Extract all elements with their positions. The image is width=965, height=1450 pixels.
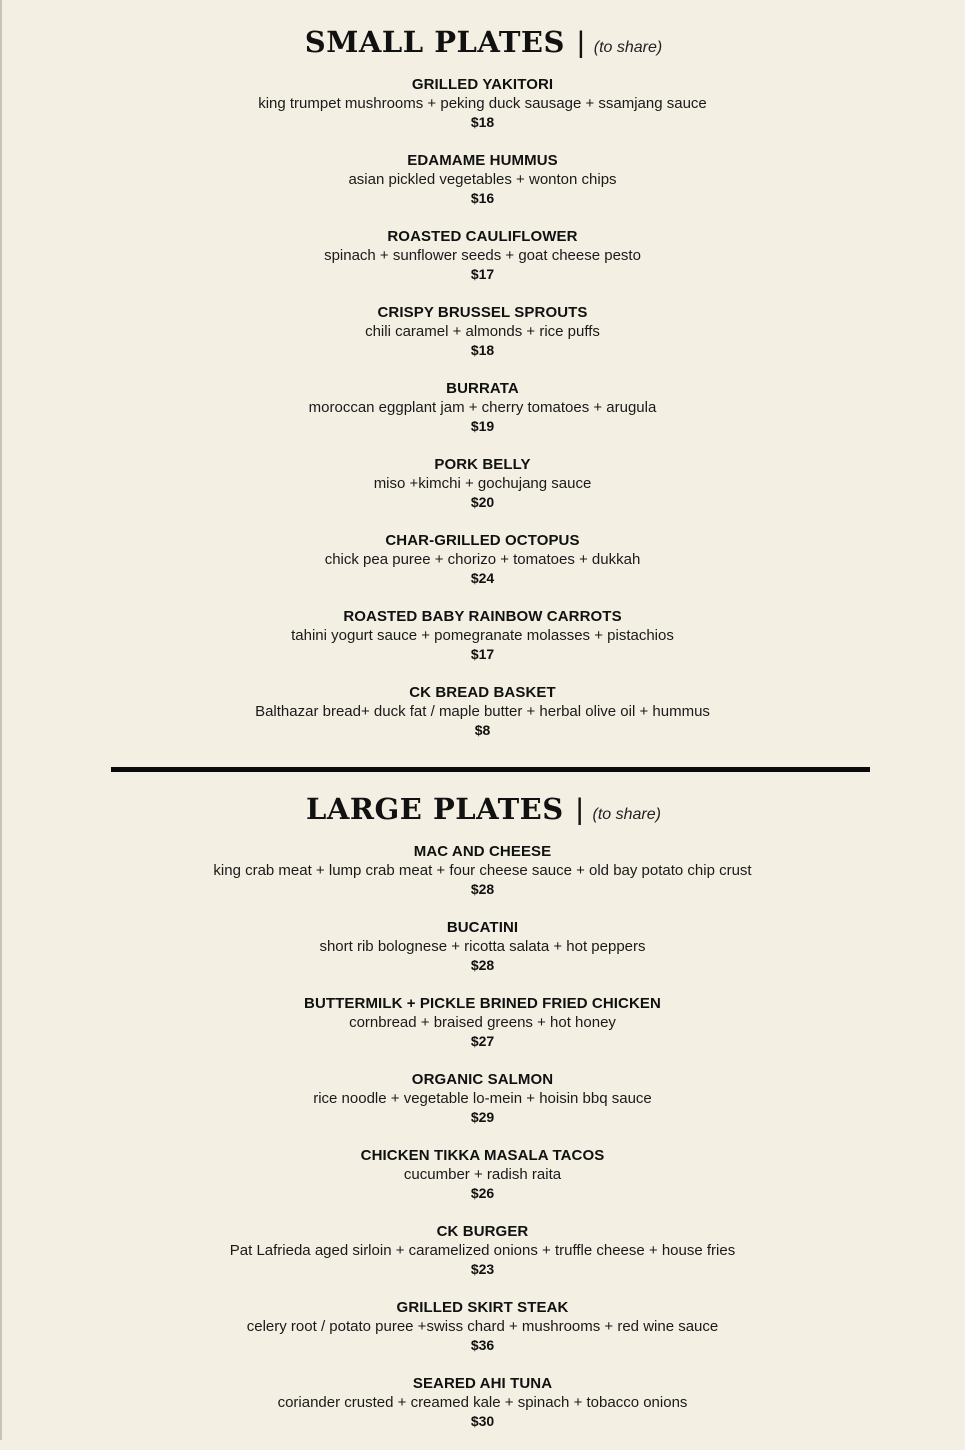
menu-item-price: $28 [470, 881, 495, 897]
menu-item-description: moroccan eggplant jam + cherry tomatoes + arugula [308, 399, 657, 416]
menu-item [0, 1070, 965, 1146]
menu-item [0, 994, 965, 1070]
menu-item-name: CK BURGER [436, 1223, 529, 1240]
menu-item [0, 1222, 965, 1298]
menu-item-price: $20 [470, 494, 495, 510]
menu-item-name: CK BREAD BASKET [409, 684, 556, 701]
small-plates-section [0, 24, 965, 759]
menu-item-price: $29 [470, 1109, 495, 1125]
large-plates-section [0, 791, 965, 1450]
menu-item-name: BUTTERMILK + PICKLE BRINED FRIED CHICKEN [304, 995, 661, 1012]
menu-item-price: $18 [470, 342, 495, 358]
section-note: (to share) [593, 39, 663, 56]
menu-item-description: celery root / potato puree +swiss chard + mushrooms + red wine sauce [246, 1318, 719, 1335]
menu-item [0, 151, 965, 227]
menu-item-name: CHICKEN TIKKA MASALA TACOS [360, 1147, 605, 1164]
menu-item [0, 531, 965, 607]
menu-item-name: EDAMAME HUMMUS [407, 152, 558, 169]
section-separator: | [575, 793, 584, 826]
menu-item [0, 1146, 965, 1222]
menu-item [0, 1298, 965, 1374]
menu-item-description: rice noodle + vegetable lo-mein + hoisin bbq sauce [313, 1090, 652, 1107]
menu-item [0, 842, 965, 918]
menu-item [0, 607, 965, 683]
section-note: (to share) [592, 806, 661, 823]
menu-item-name: CRISPY BRUSSEL SPROUTS [377, 304, 588, 321]
menu-item-description: spinach + sunflower seeds + goat cheese pesto [324, 247, 641, 264]
menu-item [0, 683, 965, 759]
menu-item-price: $16 [470, 190, 495, 206]
menu-item-description: chili caramel + almonds + rice puffs [365, 323, 600, 340]
menu-item-name: BURRATA [446, 380, 519, 397]
menu-item-description: cucumber + radish raita [403, 1166, 562, 1183]
menu-item-price: $36 [470, 1337, 495, 1353]
menu-item-description: asian pickled vegetables + wonton chips [348, 171, 617, 188]
small-plates-list [0, 75, 965, 759]
menu-item-description: cornbread + braised greens + hot honey [349, 1014, 616, 1031]
menu-item-name: SEARED AHI TUNA [412, 1375, 553, 1392]
menu-item-price: $26 [470, 1185, 495, 1201]
menu-item [0, 918, 965, 994]
menu-item-price: $18 [470, 114, 495, 130]
menu-item-description: chick pea puree + chorizo + tomatoes + dukkah [324, 551, 641, 568]
menu-item-description: Balthazar bread+ duck fat / maple butter + herbal olive oil + hummus [255, 703, 710, 720]
menu-item-price: $28 [470, 957, 495, 973]
menu-item-name: ORGANIC SALMON [411, 1071, 554, 1088]
large-plates-header [2, 791, 965, 827]
menu-item-price: $30 [470, 1413, 495, 1429]
small-plates-header [2, 24, 965, 60]
section-title: SMALL PLATES [304, 25, 565, 59]
menu-item-description: king crab meat + lump crab meat + four cheese sauce + old bay potato chip crust [213, 862, 752, 879]
large-plates-list [0, 842, 965, 1450]
menu-item [0, 303, 965, 379]
menu-item-description: king trumpet mushrooms + peking duck sausage + ssamjang sauce [258, 95, 707, 112]
menu-item-description: miso +kimchi + gochujang sauce [373, 475, 592, 492]
menu-item-name: ROASTED CAULIFLOWER [387, 228, 578, 245]
menu-item-description: Pat Lafrieda aged sirloin + caramelized onions + truffle cheese + house fries [229, 1242, 736, 1259]
menu-item-price: $27 [470, 1033, 495, 1049]
menu-item-price: $23 [470, 1261, 495, 1277]
menu-item-price: $17 [470, 266, 495, 282]
menu-item-description: tahini yogurt sauce + pomegranate molasses + pistachios [291, 627, 674, 644]
menu-item-name: GRILLED SKIRT STEAK [396, 1299, 569, 1316]
menu-item-name: MAC AND CHEESE [413, 843, 552, 860]
section-title: LARGE PLATES [306, 792, 564, 826]
menu-item [0, 455, 965, 531]
menu-item-price: $19 [470, 418, 495, 434]
menu-item-name: GRILLED YAKITORI [411, 76, 554, 93]
menu-item-name: CHAR-GRILLED OCTOPUS [385, 532, 580, 549]
menu-item-name: PORK BELLY [434, 456, 531, 473]
menu-item-name: ROASTED BABY RAINBOW CARROTS [343, 608, 622, 625]
menu-item-name: BUCATINI [446, 919, 519, 936]
menu-item-price: $24 [470, 570, 495, 586]
menu-item [0, 379, 965, 455]
menu-item [0, 1374, 965, 1450]
section-divider [111, 767, 870, 772]
menu-item-price: $17 [470, 646, 495, 662]
menu-item-description: short rib bolognese + ricotta salata + hot peppers [319, 938, 646, 955]
section-separator: | [576, 26, 585, 59]
menu-item-price: $8 [474, 722, 491, 738]
menu-item [0, 227, 965, 303]
menu-item [0, 75, 965, 151]
menu-item-description: coriander crusted + creamed kale + spinach + tobacco onions [277, 1394, 688, 1411]
